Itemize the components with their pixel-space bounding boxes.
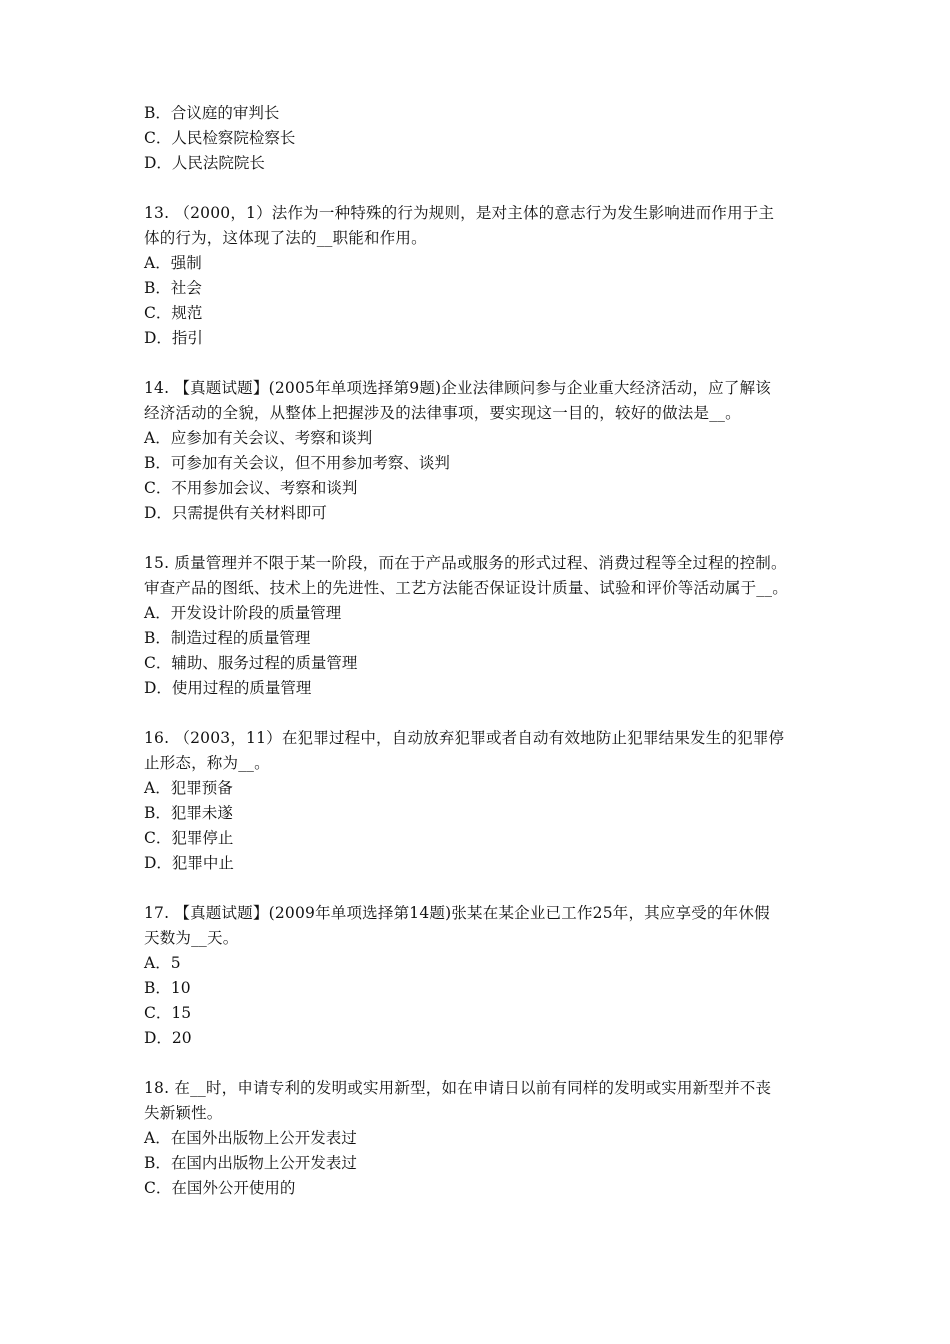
option-c: C．辅助、服务过程的质量管理 (144, 654, 358, 672)
question-stem (144, 551, 816, 601)
stem-line: 15. 质量管理并不限于某一阶段，而在于产品或服务的形式过程、消费过程等全过程的控制。 (144, 554, 787, 572)
stem-line: 17. 【真题试题】(2009年单项选择第14题)张某在某企业已工作25年，其应享受的年休假 (144, 904, 770, 922)
option-d: D．指引 (144, 329, 203, 347)
option-b: B．可参加有关会议，但不用参加考察、谈判 (144, 454, 450, 472)
option-c: C．在国外公开使用的 (144, 1179, 296, 1197)
option-b: B．在国内出版物上公开发表过 (144, 1154, 357, 1172)
question-stem (144, 726, 816, 776)
stem-line: 13. （2000，1）法作为一种特殊的行为规则，是对主体的意志行为发生影响进而作用于主 (144, 204, 775, 222)
option-d: D．使用过程的质量管理 (144, 679, 312, 697)
option-b: B．制造过程的质量管理 (144, 629, 311, 647)
option-d: D．人民法院院长 (144, 154, 265, 172)
option-a: A．应参加有关会议、考察和谈判 (144, 429, 373, 447)
option-c: C．人民检察院检察长 (144, 129, 296, 147)
question-15 (144, 551, 816, 701)
option-b: B．合议庭的审判长 (144, 104, 280, 122)
option-b: B．社会 (144, 279, 202, 297)
question-stem (144, 901, 816, 951)
option-c: C．不用参加会议、考察和谈判 (144, 479, 358, 497)
option-d: D．只需提供有关材料即可 (144, 504, 327, 522)
question-stem (144, 201, 816, 251)
option-a: A．在国外出版物上公开发表过 (144, 1129, 357, 1147)
stem-line: 失新颖性。 (144, 1104, 223, 1122)
question-17 (144, 901, 816, 1051)
option-a: A．5 (144, 954, 181, 972)
option-c: C．15 (144, 1004, 192, 1022)
option-d: D．20 (144, 1029, 192, 1047)
option-c: C．规范 (144, 304, 203, 322)
question-stem (144, 376, 816, 426)
question-13 (144, 201, 816, 351)
option-c: C．犯罪停止 (144, 829, 234, 847)
document-content (144, 101, 816, 1201)
question-16 (144, 726, 816, 876)
question-stem (144, 1076, 816, 1126)
question-12-options (144, 101, 816, 176)
option-b: B．10 (144, 979, 191, 997)
option-b: B．犯罪未遂 (144, 804, 233, 822)
stem-line: 体的行为，这体现了法的__职能和作用。 (144, 229, 427, 247)
stem-line: 14. 【真题试题】(2005年单项选择第9题)企业法律顾问参与企业重大经济活动，应了解该 (144, 379, 771, 397)
question-18 (144, 1076, 816, 1201)
option-a: A．犯罪预备 (144, 779, 233, 797)
stem-line: 止形态，称为__。 (144, 754, 270, 772)
stem-line: 天数为__天。 (144, 929, 239, 947)
option-a: A．开发设计阶段的质量管理 (144, 604, 342, 622)
stem-line: 经济活动的全貌，从整体上把握涉及的法律事项，要实现这一目的，较好的做法是__。 (144, 404, 741, 422)
stem-line: 18. 在__时，申请专利的发明或实用新型，如在申请日以前有同样的发明或实用新型并不丧 (144, 1079, 772, 1097)
question-14 (144, 376, 816, 526)
option-d: D．犯罪中止 (144, 854, 234, 872)
option-a: A．强制 (144, 254, 202, 272)
stem-line: 审查产品的图纸、技术上的先进性、工艺方法能否保证设计质量、试验和评价等活动属于__。 (144, 579, 788, 597)
stem-line: 16. （2003，11）在犯罪过程中，自动放弃犯罪或者自动有效地防止犯罪结果发生的犯罪停 (144, 729, 785, 747)
